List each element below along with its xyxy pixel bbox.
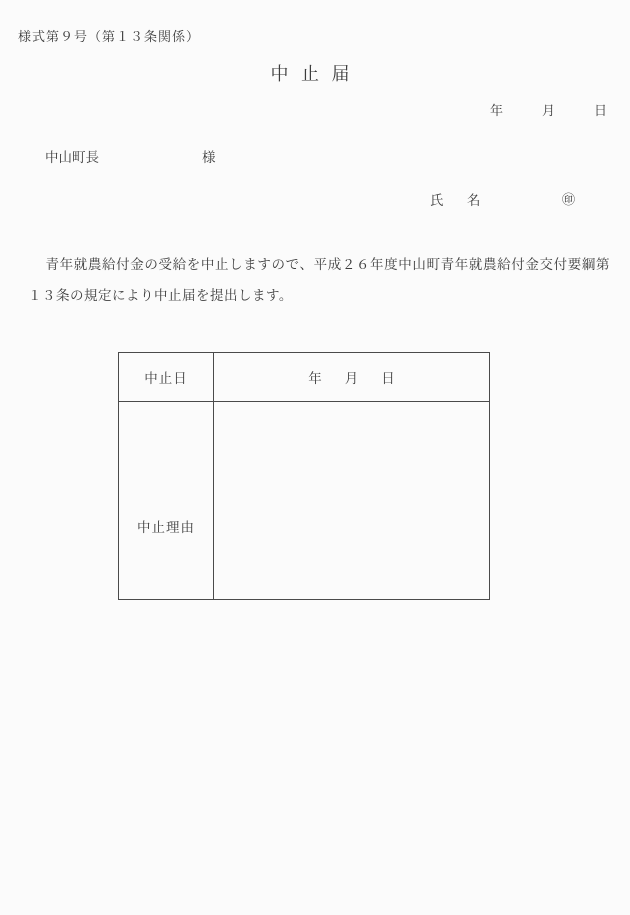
day-label: 日 — [381, 371, 395, 386]
year-label: 年 — [308, 371, 322, 386]
discontinue-reason-label: 中止理由 — [119, 402, 214, 599]
signature-line — [0, 189, 630, 208]
seal-mark-icon: ㊞ — [562, 192, 576, 207]
discontinue-date-value-cell — [214, 353, 489, 401]
month-label: 月 — [542, 103, 556, 118]
day-label: 日 — [594, 103, 608, 118]
recipient-honorific: 様 — [202, 150, 216, 165]
body-paragraph: 青年就農給付金の受給を中止しますので、平成２６年度中山町青年就農給付金交付要綱第１３条の規定により中止届を提出します。 — [28, 257, 610, 303]
discontinue-reason-value-cell — [214, 402, 489, 599]
page-title: 中 止 届 — [270, 64, 354, 84]
recipient-line — [45, 146, 216, 166]
month-label: 月 — [344, 371, 359, 386]
recipient-title: 中山町長 — [45, 150, 99, 165]
submission-date-line — [490, 100, 607, 119]
name-field-label: 氏 名 — [430, 193, 486, 208]
discontinuation-table — [118, 352, 490, 600]
table-row — [119, 402, 489, 599]
discontinue-date-label: 中止日 — [119, 353, 214, 401]
form-number: 様式第９号（第１３条関係） — [18, 29, 201, 44]
year-label: 年 — [490, 103, 504, 118]
table-row — [119, 353, 489, 402]
